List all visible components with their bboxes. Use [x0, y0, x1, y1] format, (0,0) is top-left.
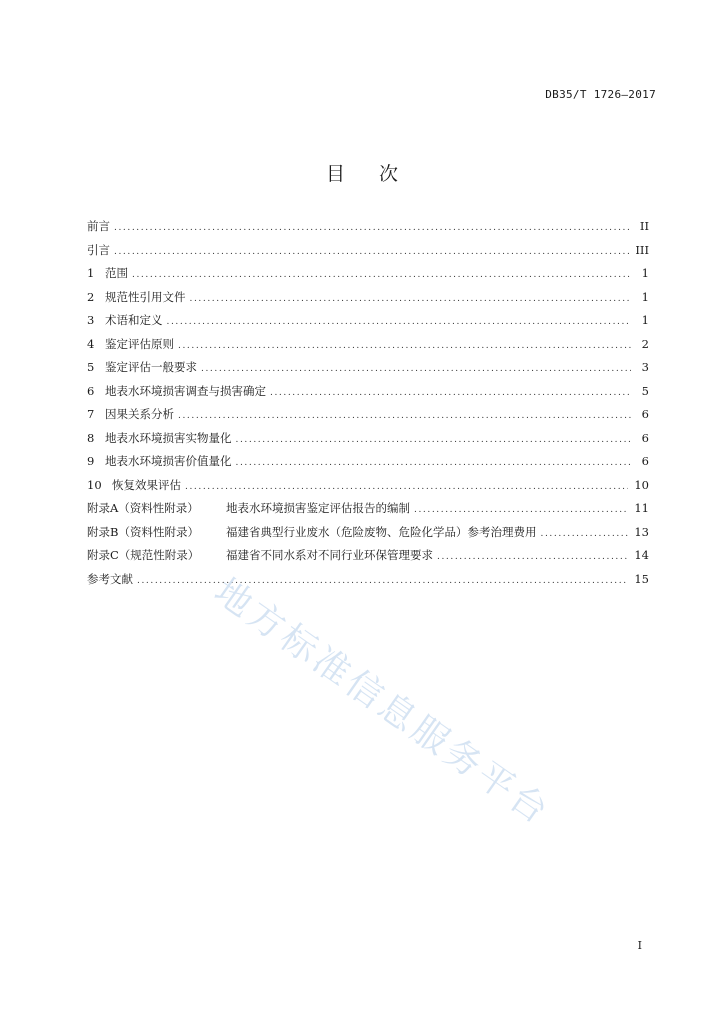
page-number: I: [637, 939, 642, 952]
toc-leader-dots: [236, 458, 632, 468]
toc-entry-number: 8: [87, 430, 95, 445]
toc-entry-number: 9: [87, 454, 95, 468]
toc-entry-value-quantification[interactable]: [87, 453, 649, 477]
toc-entry-causality-analysis[interactable]: [87, 406, 649, 430]
toc-entry-appendix-b[interactable]: [87, 524, 649, 548]
toc-entry-text: 鉴定评估一般要求: [105, 360, 197, 374]
toc-leader-dots: [178, 341, 631, 351]
toc-entry-page: 2: [641, 336, 649, 351]
toc-entry-introduction[interactable]: [87, 242, 649, 266]
toc-entry-text: 因果关系分析: [105, 407, 174, 421]
toc-entry-page: 1: [641, 289, 649, 304]
toc-entry-normative-references[interactable]: [87, 289, 649, 313]
toc-entry-page: 6: [641, 454, 649, 468]
toc-entry-page: 10: [634, 477, 649, 492]
toc-entry-page: 15: [634, 571, 649, 586]
toc-entry-page: 1: [641, 313, 649, 327]
toc-entry-number: 7: [87, 407, 95, 421]
toc-leader-dots: [167, 317, 632, 327]
toc-entry-text: 福建省不同水系对不同行业环保管理要求: [226, 548, 433, 562]
toc-entry-text: 前言: [87, 219, 110, 233]
toc-entry-text: 地表水环境损害调查与损害确定: [105, 383, 266, 398]
toc-entry-damage-investigation[interactable]: [87, 383, 649, 407]
toc-entry-foreword[interactable]: [87, 218, 649, 242]
toc-entry-page: 14: [634, 548, 649, 562]
toc-entry-terms-definitions[interactable]: [87, 312, 649, 336]
toc-leader-dots: [178, 411, 631, 421]
toc-entry-general-requirements[interactable]: [87, 359, 649, 383]
toc-entry-text: 地表水环境损害价值量化: [105, 454, 232, 468]
toc-entry-text: 鉴定评估原则: [105, 336, 174, 351]
toc-entry-number: 4: [87, 336, 95, 351]
toc-title: 目 次: [325, 163, 399, 185]
toc-entry-number: 10: [87, 477, 102, 492]
toc-entry-text: 引言: [87, 242, 110, 257]
toc-entry-page: 6: [641, 430, 649, 445]
toc-entry-page: 6: [641, 407, 649, 421]
toc-entry-number: 5: [87, 360, 95, 374]
toc-entry-number: 附录A（资料性附录）: [87, 501, 199, 515]
toc-leader-dots: [236, 435, 632, 445]
toc-entry-number: 6: [87, 383, 95, 398]
toc-entry-page: 5: [641, 383, 649, 398]
toc-entry-bibliography[interactable]: [87, 571, 649, 595]
toc-entry-page: 11: [634, 501, 649, 515]
toc-entry-assessment-principles[interactable]: [87, 336, 649, 360]
toc-entry-appendix-a[interactable]: [87, 500, 649, 524]
toc-entry-page: II: [639, 219, 649, 233]
toc-entry-text: 参考文献: [87, 571, 133, 586]
toc-entry-physical-quantification[interactable]: [87, 430, 649, 454]
toc-leader-dots: [114, 223, 631, 233]
toc-leader-dots: [414, 505, 628, 515]
toc-leader-dots: [437, 552, 628, 562]
watermark: 地方标准信息服务平台: [206, 570, 558, 834]
toc-entry-appendix-c[interactable]: [87, 547, 649, 571]
toc-entry-number: 附录C（规范性附录）: [87, 548, 200, 562]
toc-entry-number: 1: [87, 266, 95, 280]
toc-entry-number: 附录B（资料性附录）: [87, 524, 199, 539]
toc-leader-dots: [201, 364, 631, 374]
toc-leader-dots: [137, 576, 628, 586]
toc-entry-number: 3: [87, 313, 95, 327]
table-of-contents: [87, 218, 649, 594]
toc-entry-text: 地表水环境损害鉴定评估报告的编制: [226, 501, 410, 515]
toc-entry-scope[interactable]: [87, 265, 649, 289]
toc-entry-page: III: [635, 242, 649, 257]
toc-leader-dots: [190, 294, 632, 304]
document-code: DB35/T 1726—2017: [545, 88, 656, 101]
toc-entry-text: 术语和定义: [105, 313, 163, 327]
toc-leader-dots: [270, 388, 631, 398]
toc-leader-dots: [132, 270, 631, 280]
toc-entry-text: 规范性引用文件: [105, 289, 186, 304]
toc-entry-recovery-evaluation[interactable]: [87, 477, 649, 501]
toc-entry-page: 3: [641, 360, 649, 374]
toc-entry-page: 1: [641, 266, 649, 280]
toc-entry-text: 地表水环境损害实物量化: [105, 430, 232, 445]
toc-entry-text: 福建省典型行业废水（危险废物、危险化学品）参考治理费用: [226, 524, 537, 539]
toc-leader-dots: [185, 482, 628, 492]
toc-entry-page: 13: [634, 524, 649, 539]
toc-leader-dots: [541, 529, 629, 539]
toc-entry-text: 范围: [105, 266, 128, 280]
toc-entry-number: 2: [87, 289, 95, 304]
toc-leader-dots: [114, 247, 629, 257]
toc-entry-text: 恢复效果评估: [112, 477, 181, 492]
